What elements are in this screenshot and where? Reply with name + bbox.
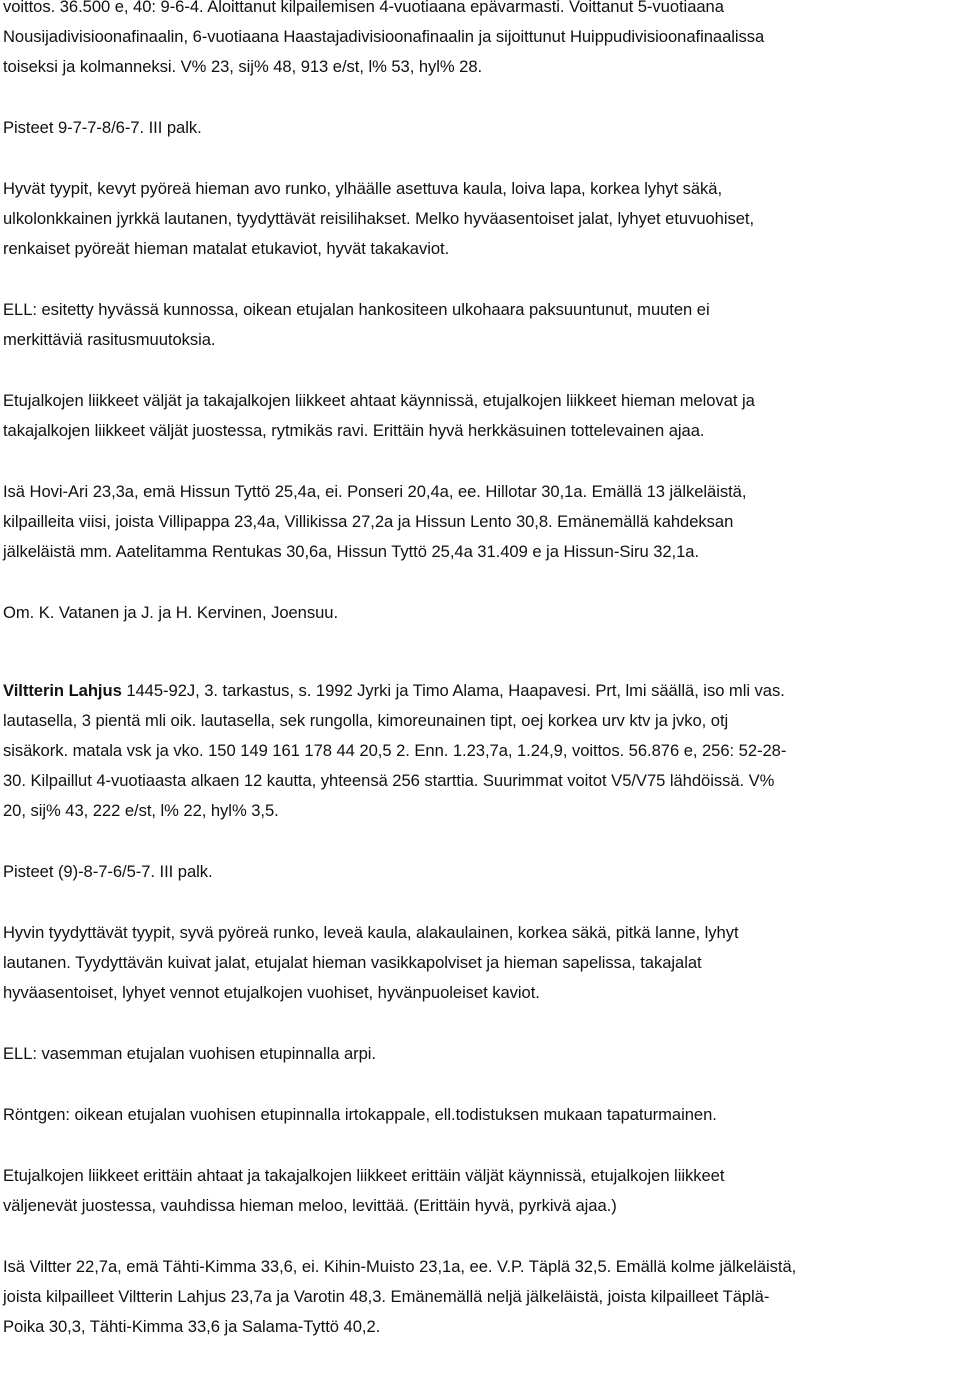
spacer	[3, 1221, 955, 1252]
horse2-xray: Röntgen: oikean etujalan vuohisen etupinnalla irtokappale, ell.todistuksen mukaan tapaturmainen.	[3, 1105, 717, 1124]
spacer	[3, 1008, 955, 1039]
text-line: Nousijadivisioonafinaalin, 6-vuotiaana Haastajadivisioonafinaalin ja sijoittunut Huippudivisioonafinaalissa	[3, 27, 765, 46]
horse2-movement	[3, 1161, 955, 1221]
text-line: jälkeläistä mm. Aatelitamma Rentukas 30,6a, Hissun Tyttö 25,4a 31.409 e ja Hissun-Siru 32,1a.	[3, 542, 700, 561]
spacer	[3, 143, 955, 174]
header-text: 1445-92J, 3. tarkastus, s. 1992 Jyrki ja Timo Alama, Haapavesi. Prt, lmi säällä, iso mli vas.	[121, 681, 785, 700]
text-line: takajalkojen liikkeet väljät juostessa, rytmikäs ravi. Erittäin hyvä herkkäsuinen tottelevainen ajaa.	[3, 421, 705, 440]
text-line: ELL: esitetty hyvässä kunnossa, oikean etujalan hankositeen ulkohaara paksuuntunut, muuten ei	[3, 300, 710, 319]
text-line: lautasella, 3 pientä mli oik. lautasella, sek rungolla, kimoreunainen tipt, oej korkea urv ktv ja jvko, otj	[3, 711, 729, 730]
text-line: joista kilpailleet Viltterin Lahjus 23,7a ja Varotin 48,3. Emänemällä neljä jälkeläistä, joista kilpailleet Täplä-	[3, 1287, 770, 1306]
spacer	[3, 826, 955, 857]
horse1-ell	[3, 295, 955, 355]
text-line: renkaiset pyöreät hieman matalat etukaviot, hyvät takakaviot.	[3, 239, 450, 258]
spacer	[3, 1069, 955, 1100]
spacer	[3, 628, 955, 676]
text-line: sisäkork. matala vsk ja vko. 150 149 161 178 44 20,5 2. Enn. 1.23,7a, 1.24,9, voittos. 56.876 e, 256: 52-28-	[3, 741, 787, 760]
horse1-scores: Pisteet 9-7-7-8/6-7. III palk.	[3, 118, 202, 137]
text-line: hyväasentoiset, lyhyet vennot etujalkojen vuohiset, hyvänpuoleiset kaviot.	[3, 983, 540, 1002]
spacer	[3, 264, 955, 295]
text-line: 20, sij% 43, 222 e/st, l% 22, hyl% 3,5.	[3, 801, 279, 820]
text-line: voittos. 36.500 e, 40: 9-6-4. Aloittanut kilpailemisen 4-vuotiaana epävarmasti. Voittanut 5-vuotiaana	[3, 0, 724, 16]
text-line: väljenevät juostessa, vauhdissa hieman meloo, levittää. (Erittäin hyvä, pyrkivä ajaa.)	[3, 1196, 617, 1215]
horse-name: Viltterin Lahjus	[3, 681, 122, 700]
horse2-header	[3, 676, 955, 826]
spacer	[3, 567, 955, 598]
text-line: kilpailleita viisi, joista Villipappa 23,4a, Villikissa 27,2a ja Hissun Lento 30,8. Emänemällä kahdeksan	[3, 512, 734, 531]
text-line: ulkolonkkainen jyrkkä lautanen, tyydyttävät reisilihakset. Melko hyväasentoiset jalat, lyhyet etuvuohiset,	[3, 209, 755, 228]
text-line: 30. Kilpaillut 4-vuotiaasta alkaen 12 kautta, yhteensä 256 starttia. Suurimmat voitot V5/V75 lähdöissä. V%	[3, 771, 775, 790]
horse2-ell: ELL: vasemman etujalan vuohisen etupinnalla arpi.	[3, 1044, 376, 1063]
horse2-conformation	[3, 918, 955, 1008]
text-line: Etujalkojen liikkeet väljät ja takajalkojen liikkeet ahtaat käynnissä, etujalkojen liikkeet hieman melovat ja	[3, 391, 755, 410]
horse1-conformation	[3, 174, 955, 264]
text-line: Isä Viltter 22,7a, emä Tähti-Kimma 33,6, ei. Kihin-Muisto 23,1a, ee. V.P. Täplä 32,5. Emällä kolme jälkeläistä,	[3, 1257, 797, 1276]
text-line: merkittäviä rasitusmuutoksia.	[3, 330, 216, 349]
spacer	[3, 887, 955, 918]
text-line	[3, 676, 955, 706]
horse1-movement	[3, 386, 955, 446]
text-line: Etujalkojen liikkeet erittäin ahtaat ja takajalkojen liikkeet erittäin väljät käynnissä, etujalkojen liikkeet	[3, 1166, 725, 1185]
horse2-scores: Pisteet (9)-8-7-6/5-7. III palk.	[3, 862, 213, 881]
text-line: Isä Hovi-Ari 23,3a, emä Hissun Tyttö 25,4a, ei. Ponseri 20,4a, ee. Hillotar 30,1a. Emällä 13 jälkeläistä,	[3, 482, 747, 501]
spacer	[3, 355, 955, 386]
text-line: lautanen. Tyydyttävän kuivat jalat, etujalat hieman vasikkapolviset ja hieman sapelissa, takajalat	[3, 953, 702, 972]
horse1-pedigree	[3, 477, 955, 567]
text-line: toiseksi ja kolmanneksi. V% 23, sij% 48, 913 e/st, l% 53, hyl% 28.	[3, 57, 483, 76]
horse1-intro	[3, 0, 955, 82]
text-line: Hyvät tyypit, kevyt pyöreä hieman avo runko, ylhäälle asettuva kaula, loiva lapa, korkea lyhyt säkä,	[3, 179, 723, 198]
text-line: Hyvin tyydyttävät tyypit, syvä pyöreä runko, leveä kaula, alakaulainen, korkea säkä, pitkä lanne, lyhyt	[3, 923, 739, 942]
horse2-pedigree	[3, 1252, 955, 1342]
spacer	[3, 82, 955, 113]
horse1-owners: Om. K. Vatanen ja J. ja H. Kervinen, Joensuu.	[3, 603, 339, 622]
text-line: Poika 30,3, Tähti-Kimma 33,6 ja Salama-Tyttö 40,2.	[3, 1317, 381, 1336]
spacer	[3, 446, 955, 477]
document-page	[3, 0, 955, 1342]
spacer	[3, 1130, 955, 1161]
